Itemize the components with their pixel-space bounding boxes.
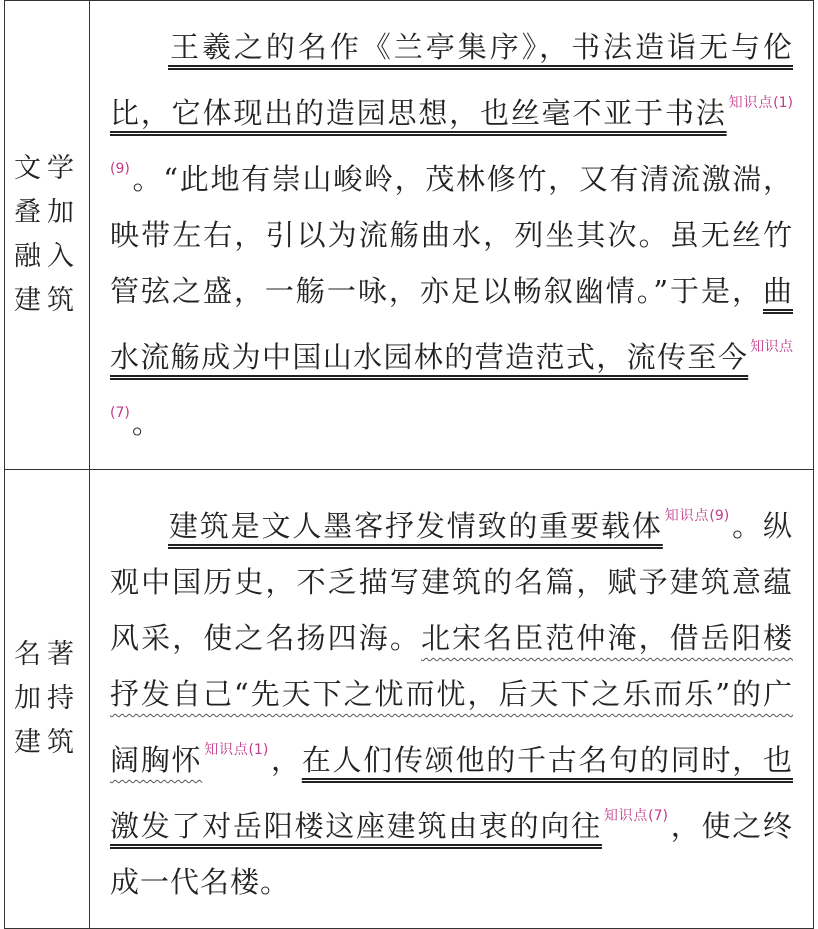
- row-label-line: 文学: [14, 153, 80, 184]
- knowledge-point-note: 知识点(7): [603, 808, 668, 824]
- key-sentence: 王羲之的名作《兰亭集序》，书法造诣无与伦比，它体现出的造园思想，也丝毫不亚于书法: [110, 30, 793, 130]
- table-row: [5, 1, 814, 470]
- row-label-line: 建筑: [14, 727, 80, 758]
- key-sentence: 在人们传颂他的千古名句的同时，也激发了对岳阳楼这座建筑由衷的向往: [110, 743, 793, 843]
- body-text: 。“此地有崇山峻岭，茂林修竹，又有清流激湍，映带左右，引以为流觞曲水，列坐其次。虽无丝竹管弦之盛，一觞一咏，亦足以畅叙幽情。”于是，: [110, 162, 793, 308]
- body-text: 。纵观中国历史，不乏描写建筑的名篇，赋予建筑意蕴风采，使之名扬四海。: [110, 509, 793, 655]
- knowledge-point-note: 知识点(9): [664, 508, 730, 524]
- row-label: [5, 470, 90, 929]
- row-label-line: 加持: [14, 683, 80, 714]
- row-body: [90, 470, 814, 929]
- row-label-line: 叠加: [14, 197, 80, 228]
- example-sentence: 北宋名臣范仲淹，借岳阳楼抒发自己“先天下之忧而忧，后天下之乐而乐”的广阔胸怀: [110, 621, 793, 777]
- body-text: ，使之终成一代名楼。: [110, 809, 793, 899]
- content-table: [4, 0, 814, 929]
- body-text: 。: [131, 406, 162, 440]
- row-label-line: 建筑: [14, 285, 80, 316]
- row-body: [90, 1, 814, 470]
- row-label-line: 融入: [14, 241, 80, 272]
- row-label: [5, 1, 90, 470]
- knowledge-point-note: 知识点(1)(9): [110, 95, 793, 177]
- knowledge-point-note: 知识点(7): [110, 339, 793, 421]
- key-sentence: 建筑是文人墨客抒发情致的重要载体: [168, 509, 663, 543]
- table-row: [5, 470, 814, 929]
- body-text: ，: [270, 743, 302, 777]
- key-sentence: 曲水流觞成为中国山水园林的营造范式，流传至今: [110, 274, 793, 374]
- row-label-line: 名著: [14, 639, 80, 670]
- knowledge-point-note: 知识点(1): [204, 742, 269, 758]
